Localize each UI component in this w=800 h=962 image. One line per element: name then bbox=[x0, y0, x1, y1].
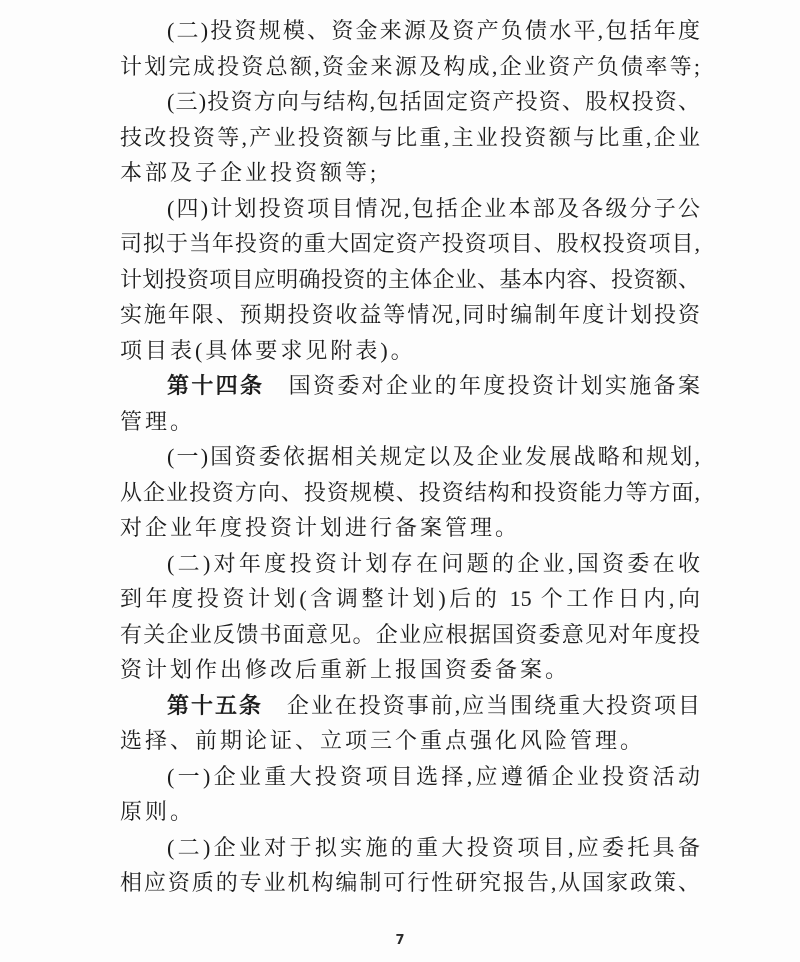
text-line: (二)对年度投资计划存在问题的企业,国资委在收 bbox=[167, 550, 700, 576]
text-line: 计划投资项目应明确投资的主体企业、基本内容、投资额、 bbox=[120, 266, 700, 292]
text-line: 到年度投资计划(含调整计划)后的 15 个工作日内,向 bbox=[120, 586, 700, 611]
article-15-number: 第十五条 bbox=[167, 692, 263, 718]
text-line: 资计划作出修改后重新上报国资委备案。 bbox=[120, 657, 571, 682]
article-15-text: 企业在投资事前,应当围绕重大投资项目 bbox=[262, 692, 700, 718]
text-line: (二)投资规模、资金来源及资产负债水平,包括年度 bbox=[167, 18, 700, 43]
article-15-heading-line bbox=[120, 688, 700, 724]
text-line: 选择、前期论证、立项三个重点强化风险管理。 bbox=[120, 728, 646, 753]
text-line: 项目表(具体要求见附表)。 bbox=[120, 337, 416, 363]
text-line: 原则。 bbox=[120, 799, 196, 824]
text-line: 技改投资等,产业投资额与比重,主业投资额与比重,企业 bbox=[120, 124, 700, 150]
text-line: (一)国资委依据相关规定以及企业发展战略和规划, bbox=[167, 444, 700, 469]
page-number: 7 bbox=[395, 933, 405, 948]
text-line: 对企业年度投资计划进行备案管理。 bbox=[120, 515, 521, 540]
text-line: 司拟于当年投资的重大固定资产投资项目、股权投资项目, bbox=[120, 231, 700, 256]
article-14-number: 第十四条 bbox=[167, 373, 265, 398]
text-line: (四)计划投资项目情况,包括企业本部及各级分子公 bbox=[167, 195, 700, 221]
text-line: 本部及子企业投资额等; bbox=[120, 160, 380, 185]
text-line: 实施年限、预期投资收益等情况,同时编制年度计划投资 bbox=[120, 302, 700, 327]
text-line: (三)投资方向与结构,包括固定资产投资、股权投资、 bbox=[167, 89, 700, 114]
text-line: 计划完成投资总额,资金来源及构成,企业资产负债率等; bbox=[120, 53, 700, 79]
text-line: 管理。 bbox=[120, 408, 196, 434]
document-text-block bbox=[120, 13, 700, 901]
text-line: (二)企业对于拟实施的重大投资项目,应委托具备 bbox=[167, 834, 700, 860]
article-14-heading-line bbox=[120, 368, 700, 404]
text-line: 从企业投资方向、投资规模、投资结构和投资能力等方面, bbox=[120, 479, 700, 505]
text-line: 有关企业反馈书面意见。企业应根据国资委意见对年度投 bbox=[120, 621, 700, 647]
text-line: (一)企业重大投资项目选择,应遵循企业投资活动 bbox=[167, 763, 700, 789]
article-14-text: 国资委对企业的年度投资计划实施备案 bbox=[264, 373, 700, 398]
text-line: 相应资质的专业机构编制可行性研究报告,从国家政策、 bbox=[120, 870, 700, 895]
